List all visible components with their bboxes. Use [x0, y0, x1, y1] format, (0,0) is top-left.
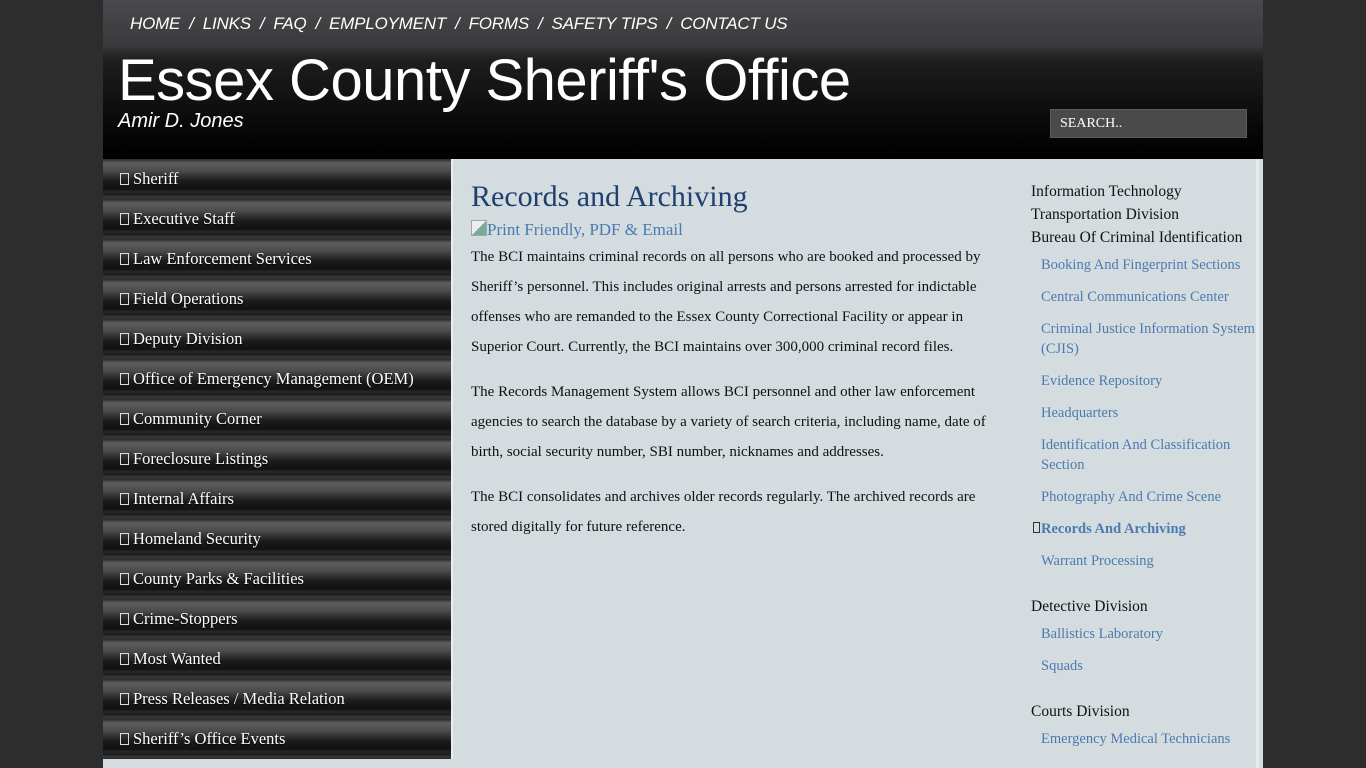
sidebar-item-label: Sheriff [133, 169, 179, 188]
sidebar-item-homeland-security[interactable] [103, 519, 451, 559]
nav-contact-us[interactable]: CONTACT US [680, 14, 788, 33]
sidebar-item-label: Foreclosure Listings [133, 449, 269, 468]
sidebar-item-label: Executive Staff [133, 209, 235, 228]
site-subtitle: Amir D. Jones [118, 110, 244, 132]
menu-glyph-icon [120, 573, 129, 585]
sidebar-item-community-corner[interactable] [103, 399, 451, 439]
current-item-glyph-icon [1033, 522, 1040, 533]
menu-glyph-icon [120, 493, 129, 505]
subitem-warrant-processing[interactable]: Warrant Processing [1041, 553, 1154, 569]
sidebar-item-label: Homeland Security [133, 529, 261, 548]
page-title: Records and Archiving [471, 180, 748, 213]
nav-separator: / [189, 14, 194, 33]
menu-glyph-icon [120, 253, 129, 265]
sidebar-item-law-enforcement-services[interactable] [103, 239, 451, 279]
subitem-photography-crime-scene[interactable]: Photography And Crime Scene [1041, 489, 1222, 505]
sidebar-item-sheriff[interactable] [103, 159, 451, 199]
menu-glyph-icon [120, 453, 129, 465]
sidebar-item-internal-affairs[interactable] [103, 479, 451, 519]
broken-image-icon [471, 220, 487, 236]
sidebar-item-deputy-division[interactable] [103, 319, 451, 359]
sidebar-item-label: Press Releases / Media Relation [133, 689, 345, 708]
sidebar-item-label: Community Corner [133, 409, 262, 428]
nav-forms[interactable]: FORMS [468, 14, 529, 33]
content-paragraph: The Records Management System allows BCI personnel and other law enforcement agencies to search the database by a variety of search criteria, including name, date of birth, social security number, SBI number, nicknames and addresses. [471, 384, 986, 460]
sidebar-item-field-operations[interactable] [103, 279, 451, 319]
nav-home[interactable]: HOME [130, 14, 181, 33]
site-title[interactable]: Essex County Sheriff's Office [118, 48, 851, 113]
menu-glyph-icon [120, 173, 129, 185]
sidebar-item-label: Deputy Division [133, 329, 243, 348]
content-paragraph: The BCI consolidates and archives older records regularly. The archived records are stored digitally for future reference. [471, 489, 976, 535]
content-paragraph: The BCI maintains criminal records on all persons who are booked and processed by Sheriff’s personnel. This includes original arrests and persons arrested for indictable offenses who are remanded to the Essex County Correctional Facility or appear in Superior Court. Currently, the BCI maintains over 300,000 criminal record files. [471, 249, 981, 355]
nav-separator: / [537, 14, 543, 33]
sidebar-item-label: Internal Affairs [133, 489, 234, 508]
menu-glyph-icon [120, 333, 129, 345]
menu-glyph-icon [120, 613, 129, 625]
sidebar-item-press-releases[interactable] [103, 679, 451, 719]
subitem-central-communications[interactable]: Central Communications Center [1041, 289, 1229, 305]
category-detective-division[interactable]: Detective Division [1031, 598, 1148, 615]
menu-glyph-icon [120, 293, 129, 305]
sidebar-item-label: Sheriff’s Office Events [133, 729, 286, 748]
print-link-label: Print Friendly, PDF & Email [487, 220, 683, 239]
subitem-cjis[interactable]: Criminal Justice Information System (CJIS) [1041, 321, 1255, 357]
subitem-emt[interactable]: Emergency Medical Technicians [1041, 731, 1231, 747]
category-information-technology[interactable]: Information Technology [1031, 183, 1182, 200]
sidebar-item-county-parks[interactable] [103, 559, 451, 599]
nav-separator: / [455, 14, 460, 33]
sidebar-item-label: Most Wanted [133, 649, 221, 668]
nav-separator: / [259, 14, 265, 33]
subitem-ballistics-laboratory[interactable]: Ballistics Laboratory [1041, 626, 1164, 642]
menu-glyph-icon [120, 693, 129, 705]
sidebar-divider [451, 159, 453, 759]
top-navigation [130, 14, 787, 34]
category-bci[interactable]: Bureau Of Criminal Identification [1031, 229, 1243, 246]
sidebar-item-office-events[interactable] [103, 719, 451, 759]
sidebar-item-label: Office of Emergency Management (OEM) [133, 369, 414, 388]
left-sidebar-menu [103, 159, 451, 759]
sidebar-item-label: County Parks & Facilities [133, 569, 304, 588]
menu-glyph-icon [120, 413, 129, 425]
menu-glyph-icon [120, 653, 129, 665]
category-courts-division[interactable]: Courts Division [1031, 703, 1130, 720]
sidebar-item-label: Law Enforcement Services [133, 249, 312, 268]
subitem-identification-classification[interactable]: Identification And Classification Section [1041, 437, 1231, 473]
sidebar-item-oem[interactable] [103, 359, 451, 399]
subitem-label: Records And Archiving [1041, 521, 1186, 537]
subitem-evidence-repository[interactable]: Evidence Repository [1041, 373, 1163, 389]
subitem-squads[interactable]: Squads [1041, 658, 1083, 674]
sidebar-item-label: Crime-Stoppers [133, 609, 238, 628]
page-container [103, 0, 1263, 768]
nav-separator: / [315, 14, 321, 33]
search-input[interactable] [1050, 109, 1247, 138]
sidebar-item-foreclosure-listings[interactable] [103, 439, 451, 479]
subitem-headquarters[interactable]: Headquarters [1041, 405, 1119, 421]
right-sidebar-menu [1031, 180, 1256, 761]
menu-glyph-icon [120, 373, 129, 385]
sidebar-item-most-wanted[interactable] [103, 639, 451, 679]
category-transportation-division[interactable]: Transportation Division [1031, 206, 1179, 223]
menu-glyph-icon [120, 213, 129, 225]
print-friendly-link[interactable] [471, 218, 1013, 242]
menu-glyph-icon [120, 533, 129, 545]
nav-links[interactable]: LINKS [202, 14, 251, 33]
nav-safety-tips[interactable]: SAFETY TIPS [551, 14, 658, 33]
site-header [103, 0, 1263, 159]
right-sidebar-edge [1256, 159, 1259, 768]
menu-glyph-icon [120, 733, 129, 745]
sidebar-item-label: Field Operations [133, 289, 244, 308]
nav-faq[interactable]: FAQ [273, 14, 307, 33]
sidebar-item-crime-stoppers[interactable] [103, 599, 451, 639]
nav-employment[interactable]: EMPLOYMENT [329, 14, 447, 33]
main-content [471, 178, 1013, 557]
sidebar-item-executive-staff[interactable] [103, 199, 451, 239]
nav-separator: / [666, 14, 672, 33]
subitem-booking-fingerprint[interactable]: Booking And Fingerprint Sections [1041, 257, 1241, 273]
subitem-records-archiving-active[interactable] [1031, 519, 1256, 539]
